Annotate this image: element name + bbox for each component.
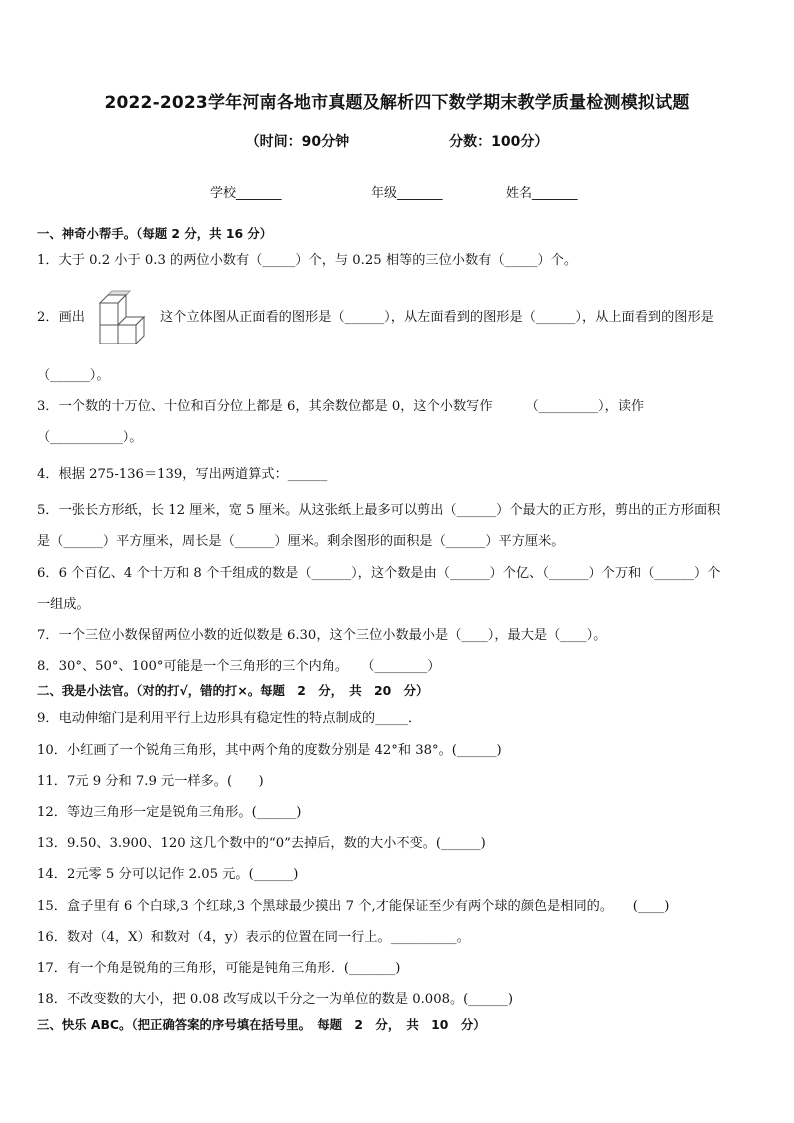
question-15: 15．盒子里有 6 个白球,3 个红球,3 个黑球最少摸出 7 个,才能保证至少有两个球的颜色是相同的。 (____)	[37, 899, 670, 914]
question-2: 这个立体图从正面看的图形是（______），从左面看到的图形是（______），从上面看到的图形是	[160, 310, 714, 325]
question-16: 16．数对（4，X）和数对（4，y）表示的位置在同一行上。__________。	[37, 930, 470, 945]
question-10: 10．小红画了一个锐角三角形，其中两个角的度数分别是 42°和 38°。(______)	[37, 743, 502, 758]
question-5-cont: 是（______）平方厘米，周长是（______）厘米。剩余图形的面积是（______）平方厘米。	[37, 534, 565, 549]
question-5: 5．一张长方形纸，长 12 厘米，宽 5 厘米。从这张纸上最多可以剪出（______）个最大的正方形，剪出的正方形面积	[37, 503, 721, 518]
question-3-cont: （___________）。	[37, 430, 143, 445]
school-field[interactable]: 学校_______	[210, 186, 282, 201]
question-18: 18．不改变数的大小，把 0.08 改写成以千分之一为单位的数是 0.008。(______)	[37, 992, 514, 1007]
time-label: （时间：90分钟	[245, 134, 350, 150]
question-1: 1．大于 0.2 小于 0.3 的两位小数有（_____）个，与 0.25 相等的三位小数有（_____）个。	[37, 253, 578, 268]
question-17: 17．有一个角是锐角的三角形，可能是钝角三角形．(_______)	[37, 961, 401, 976]
page-title: 2022-2023学年河南各地市真题及解析四下数学期末教学质量检测模拟试题	[104, 93, 690, 113]
question-4: 4．根据 275-136＝139，写出两道算式：______	[37, 467, 328, 482]
question-3: 3．一个数的十万位、十位和百分位上都是 6，其余数位都是 0，这个小数写作 （_________），读作	[37, 399, 645, 414]
question-8: 8．30°、50°、100°可能是一个三角形的三个内角。 （________）	[37, 659, 441, 674]
section-3-heading: 三、快乐 ABC。（把正确答案的序号填在括号里。 每题 2 分， 共 10 分）	[37, 1017, 486, 1032]
question-12: 12．等边三角形一定是锐角三角形。(______)	[37, 805, 302, 820]
exam-meta	[0, 131, 794, 151]
question-9: 9．电动伸缩门是利用平行上边形具有稳定性的特点制成的_____．	[37, 711, 422, 726]
question-6-cont: 一组成。	[37, 597, 90, 612]
section-2-heading: 二、我是小法官。（对的打√，错的打×。每题 2 分， 共 20 分）	[37, 683, 429, 698]
name-field[interactable]: 姓名_______	[506, 186, 578, 201]
question-2-prefix: 2．画出	[37, 310, 85, 325]
question-13: 13．9.50、3.900、120 这几个数中的“0”去掉后，数的大小不变。(______)	[37, 836, 486, 851]
question-11: 11．7元 9 分和 7.9 元一样多。( )	[37, 774, 264, 789]
question-6: 6．6 个百亿、4 个十万和 8 个千组成的数是（______），这个数是由（______）个亿、（______）个万和（______）个	[37, 566, 721, 581]
grade-field[interactable]: 年级_______	[371, 186, 443, 201]
question-14: 14．2元零 5 分可以记作 2.05 元。(______)	[37, 867, 299, 882]
question-7: 7．一个三位小数保留两位小数的近似数是 6.30，这个三位小数最小是（____），最大是（____）。	[37, 628, 607, 643]
score-label: 分数：100分）	[449, 134, 549, 150]
section-1-heading: 一、神奇小帮手。（每题 2 分，共 16 分）	[37, 226, 273, 241]
question-2-cont: （______）。	[37, 368, 110, 383]
cube-stack-icon	[96, 286, 148, 344]
